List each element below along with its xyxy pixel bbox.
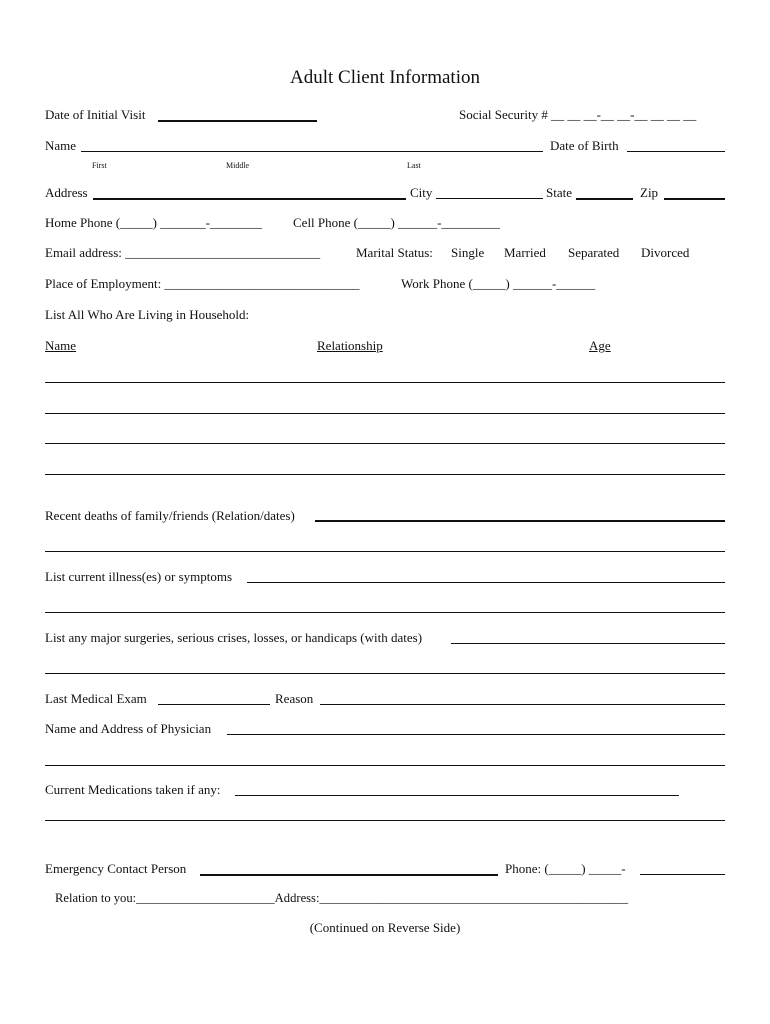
dob-field[interactable] <box>627 151 725 152</box>
household-col-name: Name <box>45 338 77 353</box>
work-phone-field[interactable]: Work Phone (_____) ______-______ <box>401 276 596 291</box>
address-label: Address <box>45 185 88 200</box>
household-label: List All Who Are Living in Household: <box>45 307 250 322</box>
name-label: Name <box>45 138 77 153</box>
physician-field-extra[interactable] <box>45 765 725 766</box>
city-field[interactable] <box>436 198 543 199</box>
household-row-line[interactable] <box>45 382 725 383</box>
date-initial-visit-field[interactable] <box>158 120 317 122</box>
employment-field[interactable]: Place of Employment: ______________________________ <box>45 276 360 291</box>
dob-label: Date of Birth <box>550 138 619 153</box>
last-exam-label: Last Medical Exam <box>45 691 147 706</box>
name-first-caption: First <box>92 161 107 170</box>
household-col-relationship: Relationship <box>317 338 383 353</box>
medications-field-extra[interactable] <box>45 820 725 821</box>
reason-field[interactable] <box>320 704 725 705</box>
surgeries-label: List any major surgeries, serious crises, losses, or handicaps (with dates) <box>45 630 423 645</box>
date-initial-visit-label: Date of Initial Visit <box>45 107 146 122</box>
cell-phone-field[interactable]: Cell Phone (_____) ______-_________ <box>293 215 500 230</box>
continued-note: (Continued on Reverse Side) <box>309 920 461 935</box>
last-exam-field[interactable] <box>158 704 270 705</box>
illness-field[interactable] <box>247 582 725 583</box>
recent-deaths-label: Recent deaths of family/friends (Relation/dates) <box>45 508 295 523</box>
city-label: City <box>410 185 433 200</box>
home-phone-field[interactable]: Home Phone (_____) _______-________ <box>45 215 263 230</box>
recent-deaths-field-extra[interactable] <box>45 551 725 552</box>
surgeries-field-extra[interactable] <box>45 673 725 674</box>
email-field[interactable]: Email address: ______________________________ <box>45 245 321 260</box>
emergency-phone-label: Phone: (_____) _____- <box>505 861 626 876</box>
emergency-contact-label: Emergency Contact Person <box>45 861 187 876</box>
marital-option-separated[interactable]: Separated <box>568 245 620 260</box>
household-col-age: Age <box>589 338 611 353</box>
illness-label: List current illness(es) or symptoms <box>45 569 233 584</box>
physician-field[interactable] <box>227 734 725 735</box>
household-row-line[interactable] <box>45 413 725 414</box>
form-title: Adult Client Information <box>290 67 480 88</box>
physician-label: Name and Address of Physician <box>45 721 212 736</box>
relation-address-field[interactable]: Relation to you:______________________Address:_________________________________________________ <box>55 891 629 905</box>
name-field[interactable] <box>81 151 543 152</box>
address-field[interactable] <box>93 198 406 200</box>
surgeries-field[interactable] <box>451 643 725 644</box>
medications-field[interactable] <box>235 795 679 796</box>
marital-option-divorced[interactable]: Divorced <box>641 245 690 260</box>
reason-label: Reason <box>275 691 314 706</box>
state-label: State <box>546 185 572 200</box>
emergency-contact-field[interactable] <box>200 874 498 876</box>
emergency-phone-field[interactable] <box>640 874 725 875</box>
household-row-line[interactable] <box>45 443 725 444</box>
name-middle-caption: Middle <box>226 161 250 170</box>
medications-label: Current Medications taken if any: <box>45 782 221 797</box>
zip-label: Zip <box>640 185 659 200</box>
state-field[interactable] <box>576 198 633 200</box>
name-last-caption: Last <box>407 161 421 170</box>
marital-option-single[interactable]: Single <box>451 245 485 260</box>
illness-field-extra[interactable] <box>45 612 725 613</box>
marital-status-label: Marital Status: <box>356 245 433 260</box>
marital-option-married[interactable]: Married <box>504 245 546 260</box>
ssn-field[interactable]: Social Security # __ __ __-__ __-__ __ __ __ <box>459 107 697 122</box>
household-row-line[interactable] <box>45 474 725 475</box>
recent-deaths-field[interactable] <box>315 520 725 522</box>
zip-field[interactable] <box>664 198 725 200</box>
